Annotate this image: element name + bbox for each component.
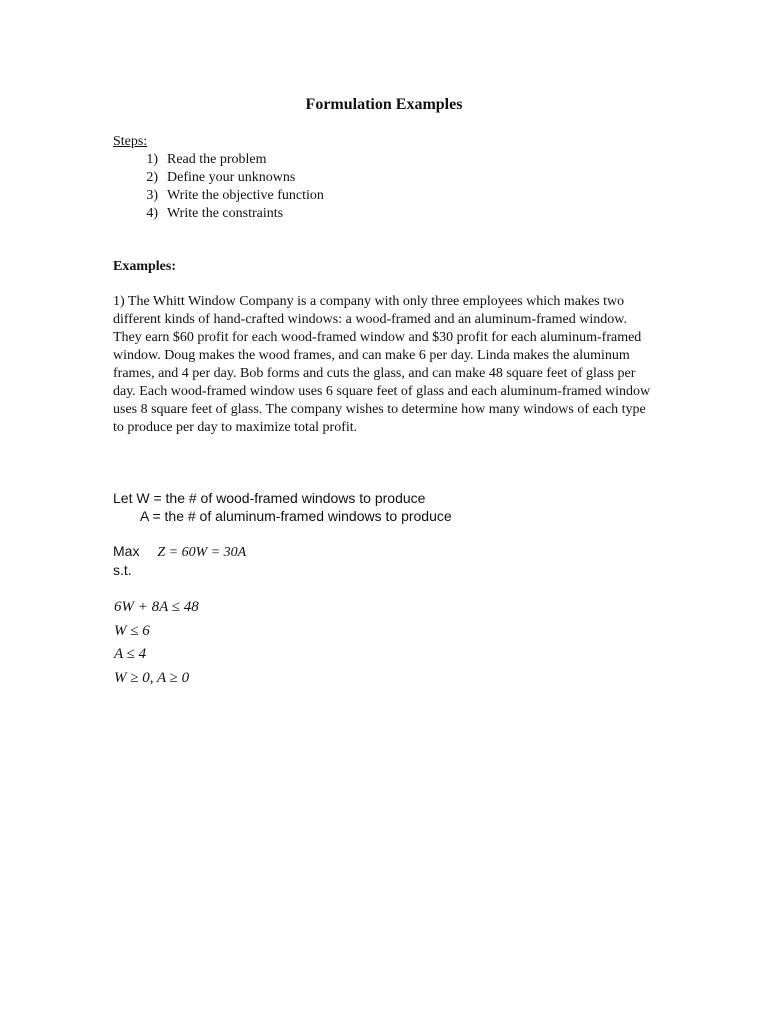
constraint-item	[114, 596, 199, 620]
steps-list	[113, 151, 324, 223]
problem-paragraph: 1) The Whitt Window Company is a company with only three employees which makes two different kinds of hand-crafted windows: a wood-framed and an aluminum-framed window. They earn $60 profit for each wood-framed window and $30 profit for each aluminum-framed window. Doug makes the wood frames, and can make 6 per day. Linda makes the aluminum frames, and 4 per day. Bob forms and cuts the glass, and can make 48 square feet of glass per day. Each wood-framed window uses 6 square feet of glass and each aluminum-framed window uses 8 square feet of glass. The company wishes to determine how many windows of each type to produce per day to maximize total profit.	[113, 294, 651, 435]
objective-text: Z = 60W = 30A	[157, 545, 247, 560]
constraint-item	[114, 667, 199, 691]
max-label: Max	[113, 543, 140, 559]
subject-to-label: s.t.	[113, 562, 132, 578]
constraint-item	[114, 620, 199, 644]
step-number: 4)	[146, 206, 158, 221]
step-item	[113, 187, 324, 205]
step-number: 3)	[146, 188, 158, 203]
step-item	[113, 205, 324, 223]
objective-function	[157, 545, 246, 560]
step-item	[113, 169, 324, 187]
document-title: Formulation Examples	[305, 96, 463, 113]
step-number: 2)	[146, 170, 158, 185]
examples-heading: Examples:	[113, 259, 176, 274]
step-text: Read the problem	[167, 152, 267, 167]
step-text: Write the objective function	[167, 188, 324, 203]
step-text: Write the constraints	[167, 206, 284, 221]
constraints-list	[114, 596, 199, 690]
step-item	[113, 151, 324, 169]
objective-line	[113, 542, 246, 562]
constraint-text: W ≤ 6	[114, 622, 150, 639]
let-definition-w: Let W = the # of wood-framed windows to produce	[113, 490, 426, 506]
constraint-text: 6W + 8A ≤ 48	[114, 599, 199, 615]
step-text: Define your unknowns	[167, 170, 296, 185]
let-definition-a: A = the # of aluminum-framed windows to produce	[140, 508, 452, 524]
constraint-text: A ≤ 4	[114, 646, 147, 662]
step-number: 1)	[146, 152, 158, 167]
constraint-item	[114, 643, 199, 667]
constraint-text: W ≥ 0, A ≥ 0	[114, 669, 190, 686]
steps-heading: Steps:	[113, 134, 148, 149]
